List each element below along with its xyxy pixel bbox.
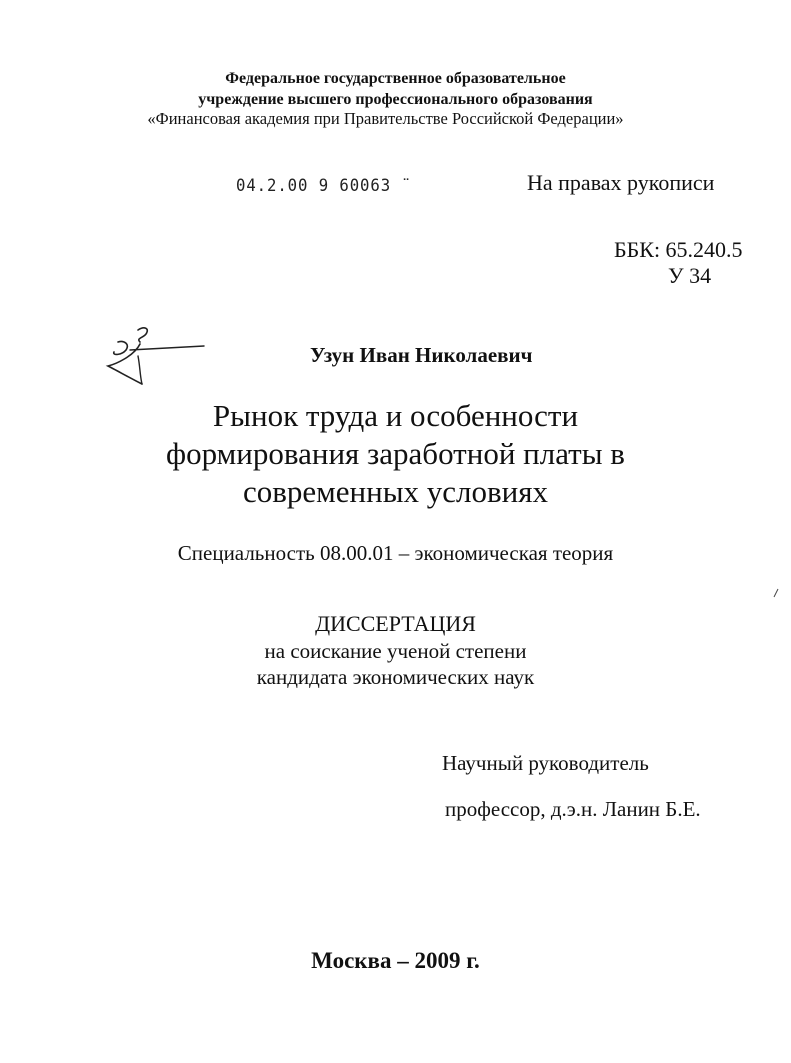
institution-line-1: Федеральное государственное образовательное xyxy=(225,70,566,87)
library-stamp-number: 04.2.00 9 60063 ¨ xyxy=(236,176,412,196)
author-mark: У 34 xyxy=(668,263,712,288)
title-line-2: формирования заработной платы в xyxy=(166,436,625,471)
title-line-3: современных условиях xyxy=(242,474,548,509)
signature-mark xyxy=(100,322,210,392)
bbk-code: ББК: 65.240.5 xyxy=(614,237,743,262)
city-year: Москва – 2009 г. xyxy=(311,948,480,973)
advisor-name: профессор, д.э.н. Ланин Б.Е. xyxy=(445,797,701,821)
advisor-role: Научный руководитель xyxy=(442,751,649,775)
rights-note: На правах рукописи xyxy=(527,170,715,195)
degree-line-2: кандидата экономических наук xyxy=(256,665,535,689)
institution-line-3: «Финансовая академия при Правительстве Российской Федерации» xyxy=(147,109,624,128)
institution-line-2: учреждение высшего профессионального образования xyxy=(198,91,593,108)
document-type: ДИССЕРТАЦИЯ xyxy=(315,611,476,636)
degree-line-1: на соискание ученой степени xyxy=(264,639,527,663)
dissertation-title xyxy=(0,397,791,511)
title-line-1: Рынок труда и особенности xyxy=(212,398,579,433)
specialty: Специальность 08.00.01 – экономическая теория xyxy=(177,541,614,565)
stray-pen-mark xyxy=(772,588,780,598)
author-name: Узун Иван Николаевич xyxy=(310,343,533,367)
